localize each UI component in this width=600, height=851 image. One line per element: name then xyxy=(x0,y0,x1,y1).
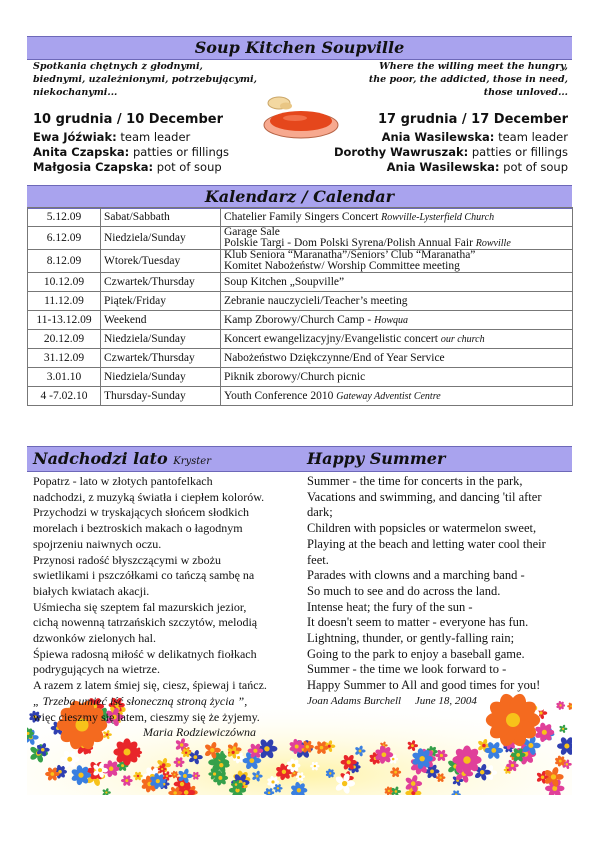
volunteer: Ania Wasilewska: pot of soup xyxy=(386,160,568,174)
intro-english: Where the willing meet the hungry, the poor, the addicted, those in need, those unloved... xyxy=(368,61,568,98)
table-row: 11-13.12.09 Weekend Kamp Zborowy/Church Camp - Howqua xyxy=(28,311,573,330)
poem-en-title: Happy Summer xyxy=(307,449,446,468)
left-date: 10 grudnia / 10 December xyxy=(33,112,224,127)
flower-icon xyxy=(452,745,481,774)
volunteer: Ania Wasilewska: team leader xyxy=(381,130,568,144)
soup-kitchen-title: Soup Kitchen Soupville xyxy=(194,38,405,57)
table-row: 5.12.09 Sabat/Sabbath Chatelier Family Singers Concert Rowville-Lysterfield Church xyxy=(28,208,573,227)
flower-icon xyxy=(113,738,140,765)
poems-header xyxy=(27,446,572,472)
poem-polish: Popatrz - lato w złotych pantofelkach nadchodzi, z muzyką światła i ciepłem kolorów. Przychodzi w tryskających słońcem słodkich morelach i beztroskich makach o łagodnym spojrzeniu naiwnych oczu. Przynosi radość błyszczącymi w zbożu swietlikami i pszczółkami co tańczą sambę na białych kwiatach akacji. Uśmiecha się szeptem fal mazurskich jezior, cichą nowenną tatrzańskich szczytów, melodią dzwonków zielonych hal. Śpiewa radosną miłość w delikatnych fiołkach podrygujących na wietrze. A razem z latem śmiej się, ciesz, śpiewaj i tańcz. „ Trzeba umieć iść słoneczną stroną życia ”, więc cieszmy się latem, cieszmy się że żyjemy. Maria Rodziewiczówna xyxy=(33,474,267,740)
calendar-table xyxy=(27,207,573,406)
volunteer: Małgosia Czapska: pot of soup xyxy=(33,160,222,174)
calendar-header xyxy=(27,185,572,209)
volunteer: Anita Czapska: patties or fillings xyxy=(33,145,230,159)
table-row: 20.12.09 Niedziela/Sunday Koncert ewangelizacyjny/Evangelistic concert our church xyxy=(28,330,573,349)
poem-pl-title: Nadchodzi lato Kryster xyxy=(33,449,211,468)
calendar-title: Kalendarz / Calendar xyxy=(204,187,395,206)
table-row: 4 -7.02.10 Thursday-Sunday Youth Conference 2010 Gateway Adventist Centre xyxy=(28,387,573,406)
table-row: 3.01.10 Niedziela/Sunday Piknik zborowy/Church picnic xyxy=(28,368,573,387)
poem-en-signature: Joan Adams Burchell June 18, 2004 xyxy=(307,694,477,707)
poem-pl-author: Maria Rodziewiczówna xyxy=(143,725,256,740)
soup-bowl-icon xyxy=(262,94,340,140)
left-volunteers xyxy=(33,130,229,175)
table-row: 10.12.09 Czwartek/Thursday Soup Kitchen „Soupville” xyxy=(28,273,573,292)
volunteer: Ewa Jóźwiak: team leader xyxy=(33,130,191,144)
poem-english: Summer - the time for concerts in the park, Vacations and swimming, and dancing 'til after dark; Children with popsicles or watermelon sweet, Playing at the beach and letting water cool their feet. Parades with clowns and a marching band - So much to see and do across the land. Intense heat; the fury of the sun - It doesn't seem to matter - everyone has fun. Lightning, thunder, or gently-falling rain; Going to the park to enjoy a baseball game. Summer - the time we look forward to - Happy Summer to All and good times for you! Joan Adams Burchell June 18, 2004 xyxy=(307,474,546,710)
volunteer: Dorothy Wawruszak: patties or fillings xyxy=(333,145,568,159)
right-volunteers xyxy=(334,130,568,175)
soup-kitchen-header xyxy=(27,36,572,60)
intro-polish: Spotkania chętnych z głodnymi, biednymi, uzależnionymi, potrzebującymi, niekochanymi... xyxy=(33,61,257,98)
table-row: 6.12.09 Niedziela/Sunday Garage Sale Polskie Targi - Dom Polski Syrena/Polish Annual Fair Rowville xyxy=(28,227,573,250)
table-row: 31.12.09 Czwartek/Thursday Nabożeństwo Dziękczynne/End of Year Service xyxy=(28,349,573,368)
table-row: 11.12.09 Piątek/Friday Zebranie nauczycieli/Teacher’s meeting xyxy=(28,292,573,311)
right-date: 17 grudnia / 17 December xyxy=(377,112,568,127)
table-row: 8.12.09 Wtorek/Tuesday Klub Seniora “Maranatha”/Seniors’ Club “Maranatha” Komitet Nabożeństw/ Worship Committee meeting xyxy=(28,250,573,273)
